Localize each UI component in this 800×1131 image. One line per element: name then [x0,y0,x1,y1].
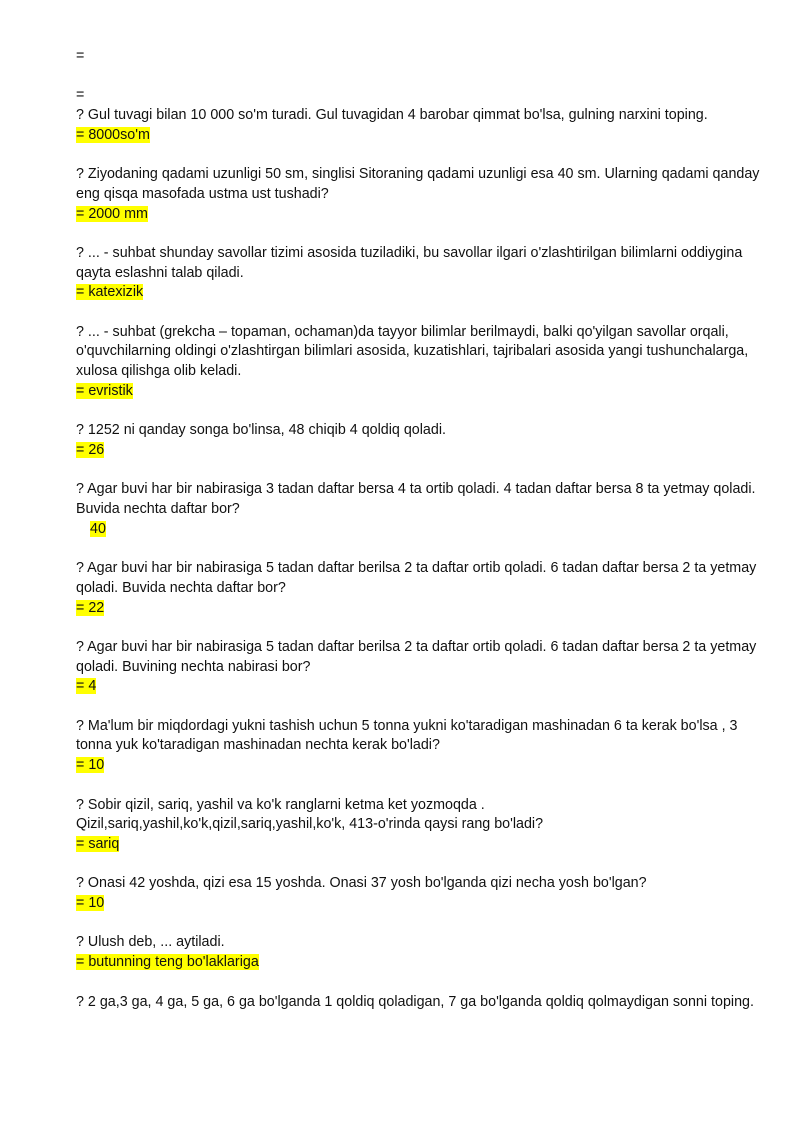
question-block-11 [76,874,766,913]
answer-highlight: = 10 [76,757,105,774]
header-line-2: = [76,87,85,104]
question-text: ? Agar buvi har bir nabirasiga 3 tadan daftar bersa 4 ta ortib qoladi. 4 tadan daftar bersa 8 ta yetmay qoladi. Buvida nechta daftar bor? [76,481,756,518]
question-text: ? Agar buvi har bir nabirasiga 5 tadan daftar berilsa 2 ta daftar ortib qoladi. 6 tadan daftar bersa 2 ta yetmay qoladi. Buvida nechta daftar bor? [76,560,757,596]
question-text: ? ... - suhbat (grekcha – topaman, ochaman)da tayyor bilimlar berilmaydi, balki qo'yilgan savollar orqali, o'quvchilarning oldingi o'zlashtirgan bilimlari asosida, kuzatishlari, tajribalari asosida yangi tushunchalarga, xulosa qilishga olib keladi. [76,323,749,380]
question-text: ? Gul tuvagi bilan 10 000 so'm turadi. Gul tuvagidan 4 barobar qimmat bo'lsa, gulning narxini toping. [76,107,708,124]
question-text: ? 2 ga,3 ga, 4 ga, 5 ga, 6 ga bo'lganda 1 qoldiq qoladigan, 7 ga bo'lganda qoldiq qolmaydigan sonni toping. [76,993,754,1010]
question-block-3 [76,244,766,303]
question-text: ? 1252 ni qanday songa bo'linsa, 48 chiqib 4 qoldiq qoladi. [76,422,446,439]
question-text: ? Sobir qizil, sariq, yashil va ko'k ranglarni ketma ket yozmoqda . [76,796,485,813]
question-text: ? Agar buvi har bir nabirasiga 5 tadan daftar berilsa 2 ta daftar ortib qoladi. 6 tadan daftar bersa 2 ta yetmay qoladi. Buvining nechta nabirasi bor? [76,638,757,675]
answer-highlight: = 26 [76,441,105,458]
answer-highlight: = 4 [76,678,97,695]
spacer [76,67,766,87]
question-text: ? Ziyodaning qadami uzunligi 50 sm, singlisi Sitoraning qadami uzunligi esa 40 sm. Ularning qadami qanday eng qisqa masofada ustma ust tushadi? [76,166,760,202]
question-block-1 [76,106,766,145]
answer-highlight: = butunning teng bo'laklariga [76,954,259,971]
question-text-line-2: Qizil,sariq,yashil,ko'k,qizil,sariq,yashil,ko'k, 413-o'rinda qaysi rang bo'ladi? [76,816,544,833]
question-block-9 [76,717,766,776]
answer-highlight: = 10 [76,895,105,912]
question-block-6 [76,480,766,539]
answer-highlight: 40 [90,520,106,537]
question-block-12 [76,933,766,972]
question-block-8 [76,638,766,697]
question-text: ? Onasi 42 yoshda, qizi esa 15 yoshda. Onasi 37 yosh bo'lganda qizi necha yosh bo'lgan? [76,875,647,892]
answer-highlight: = 8000so'm [76,126,150,143]
answer-highlight: = 2000 mm [76,205,148,222]
question-text: ? Ulush deb, ... aytiladi. [76,934,225,951]
question-block-7 [76,559,766,618]
question-block-13 [76,993,766,1013]
document-page [76,47,766,1032]
answer-highlight: = sariq [76,835,120,852]
question-block-4 [76,323,766,402]
question-block-5 [76,421,766,460]
answer-highlight: = evristik [76,382,133,399]
header-line-1: = [76,48,85,64]
question-text: ? ... - suhbat shunday savollar tizimi asosida tuziladiki, bu savollar ilgari o'zlashtirilgan bilimlarni oddiygina qayta eslashni talab qiladi. [76,244,743,281]
answer-highlight: = 22 [76,599,105,616]
question-block-2 [76,165,766,224]
question-text: ? Ma'lum bir miqdordagi yukni tashish uchun 5 tonna yukni ko'taradigan mashinadan 6 ta kerak bo'lsa , 3 tonna yuk ko'taradigan mashinadan nechta kerak bo'ladi? [76,717,738,754]
answer-highlight: = katexizik [76,284,144,301]
question-block-10 [76,796,766,855]
